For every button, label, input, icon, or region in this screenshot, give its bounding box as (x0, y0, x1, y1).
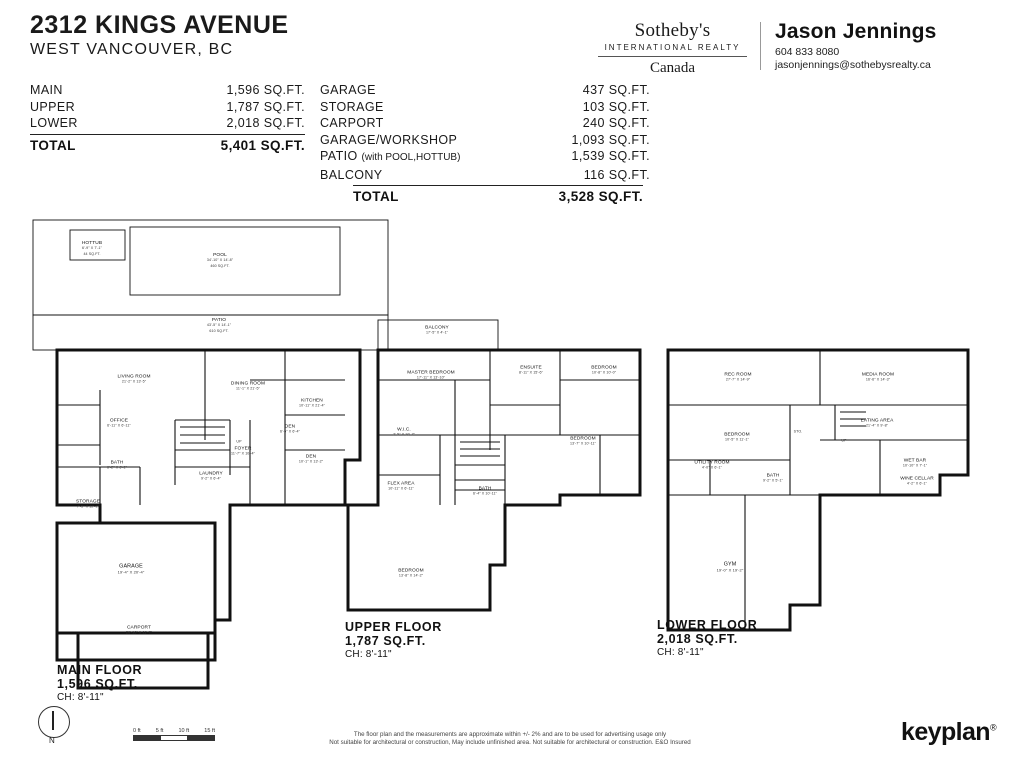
brokerage-region: Canada (650, 60, 695, 76)
area-row (30, 82, 305, 99)
room-label-living-room: LIVING ROOM 21'-2" X 13'-5" (117, 374, 151, 384)
area-row (320, 148, 650, 167)
property-address-line1: 2312 KINGS AVENUE (30, 11, 289, 39)
disclaimer-line-2: Not suitable for architectural or construction, May include unfinished area. Not suitable for architectural or construction. E&O Insured (329, 739, 691, 746)
area-total-label: TOTAL (30, 137, 76, 153)
room-label-storage-lower: STO. (793, 429, 803, 434)
stair-direction-lower: UP (841, 438, 847, 443)
brokerage-logo (590, 20, 755, 77)
room-label-utility-room: UTILITY ROOM 4'-0" X 6'-1" (694, 460, 730, 470)
area-table-extras (320, 82, 650, 206)
room-label-wine-cellar: WINE CELLAR 4'-2" X 6'-1" (900, 476, 934, 486)
area-label: GARAGE/WORKSHOP (320, 132, 458, 147)
main-floor-ceiling: CH: 8'-11" (57, 692, 104, 703)
scale-tick: 10 ft (178, 728, 190, 734)
area-label: BALCONY (320, 167, 383, 182)
room-label-den: DEN 10'-1" X 13'-2" (298, 454, 324, 464)
caption-lower-floor (657, 618, 757, 660)
area-value: 103 SQ.FT. (582, 99, 650, 114)
area-total-row (353, 188, 643, 206)
room-label-gym: GYM 19'-0" X 19'-2" (716, 561, 744, 573)
stair-direction-main: UP (236, 439, 242, 444)
agent-email: jasonjennings@sothebysrealty.ca (775, 59, 931, 72)
area-table-rule (353, 185, 643, 186)
area-row (30, 99, 305, 116)
upper-floor-ceiling: CH: 8'-11" (345, 649, 392, 660)
main-floor-sqft: 1,596 SQ.FT. (57, 677, 138, 691)
main-floor-name: MAIN FLOOR (57, 663, 143, 677)
area-value: 1,596 SQ.FT. (226, 83, 305, 97)
compass-ring (38, 706, 70, 738)
room-label-flex-area: FLEX AREA 10'-11" X 6'-11" (387, 481, 415, 491)
keyplan-registered-mark: ® (989, 722, 996, 733)
room-label-office: OFFICE 6'-11" X 6'-11" (107, 418, 131, 428)
room-label-pool: POOL 34'-10" X 14'-8" 460 SQ.FT. (206, 252, 234, 268)
room-label-storage: STORAGE 7'-5" X 12'-2" (75, 499, 101, 509)
area-value: 437 SQ.FT. (582, 83, 650, 97)
room-label-master-bedroom: MASTER BEDROOM 17'-11" X 13'-10" (407, 370, 455, 380)
lower-floor-walls (668, 350, 968, 630)
room-label-ensuite: ENSUITE 8'-11" X 15'-6" (519, 365, 543, 375)
area-label-note: (with POOL,HOTTUB) (361, 152, 461, 163)
area-label: UPPER (30, 99, 76, 114)
room-label-eating-area: EATING AREA 21'-4" X 9'-8" (860, 418, 894, 428)
scale-bar (133, 728, 215, 741)
lower-floor-interior (668, 350, 968, 630)
room-label-hottub: HOTTUB 6'-9" X 7'-1" 44 SQ.FT. (81, 240, 103, 256)
room-label-laundry: LAUNDRY 9'-2" X 6'-4" (199, 471, 223, 481)
room-label-rec-room: REC ROOM 27'-7" X 14'-9" (724, 372, 752, 382)
brokerage-subtitle: INTERNATIONAL REALTY (604, 43, 741, 52)
area-row (320, 99, 650, 116)
area-value: 240 SQ.FT. (582, 116, 650, 130)
room-label-wic: W.I.C. 7'-5" X 10'-7" (392, 427, 416, 437)
area-total-row (30, 137, 305, 155)
room-label-dining-room: DINING ROOM 11'-1" X 21'-5" (230, 381, 266, 391)
room-label-foyer: FOYER 11'-7" X 10'-4" (231, 446, 255, 456)
compass-north-label: N (49, 736, 55, 745)
room-label-carport: CARPORT 20'-10" X 11'-7" (125, 625, 153, 635)
area-label: CARPORT (320, 116, 384, 130)
header-vertical-divider (760, 22, 761, 70)
floorplan-svg (0, 205, 1024, 705)
upper-floor-sqft: 1,787 SQ.FT. (345, 634, 426, 648)
lower-floor-ceiling: CH: 8'-11" (657, 647, 704, 658)
room-label-garage: GARAGE 19'-4" X 20'-4" (117, 563, 145, 575)
area-total-value: 5,401 SQ.FT. (220, 137, 305, 153)
lower-floor-sqft: 2,018 SQ.FT. (657, 632, 738, 646)
room-label-bath-main: BATH 6'-2" X 6'-1" (106, 460, 128, 470)
room-label-kitchen: KITCHEN 10'-11" X 21'-4" (298, 398, 326, 408)
area-value: 1,093 SQ.FT. (571, 132, 650, 147)
room-label-bedroom-upper-3: BEDROOM 13'-8" X 14'-2" (398, 568, 424, 578)
brokerage-name: Sotheby's (634, 20, 711, 41)
caption-main-floor (57, 663, 142, 705)
area-value: 1,787 SQ.FT. (226, 99, 305, 114)
area-table-rule (30, 134, 305, 135)
area-row (320, 167, 650, 184)
area-row (320, 132, 650, 149)
room-label-den-small: DEN 6'-5" X 6'-4" (279, 424, 301, 434)
floorplan-drawings (0, 205, 1024, 705)
brokerage-divider (598, 56, 747, 57)
area-total-label: TOTAL (353, 189, 399, 204)
area-row (320, 115, 650, 132)
room-label-bedroom-upper-1: BEDROOM 10'-8" X 10'-0" (591, 365, 617, 375)
room-label-bedroom-lower: BEDROOM 10'-5" X 11'-1" (724, 432, 750, 442)
lower-floor-name: LOWER FLOOR (657, 618, 758, 632)
main-floor-walls (57, 350, 360, 660)
agent-name: Jason Jennings (775, 20, 937, 43)
disclaimer-text (250, 731, 770, 747)
room-label-patio: PATIO 43'-5" X 14'-1" 610 SQ.FT. (206, 317, 232, 333)
area-label: LOWER (30, 116, 78, 130)
area-total-value: 3,528 SQ.FT. (558, 189, 643, 204)
page-header (30, 11, 998, 76)
scale-tick: 15 ft (204, 728, 215, 734)
area-value: 2,018 SQ.FT. (226, 116, 305, 130)
keyplan-logo (901, 718, 996, 747)
area-label: PATIO (320, 149, 358, 163)
scale-tick-labels (133, 728, 215, 734)
scale-tick: 5 ft (155, 728, 164, 734)
caption-upper-floor (345, 620, 442, 662)
area-row (320, 82, 650, 99)
agent-phone: 604 833 8080 (775, 46, 840, 59)
disclaimer-line-1: The floor plan and the measurements are approximate within +/- 2% and are to be used for advertising usage only (353, 731, 667, 738)
room-label-balcony: BALCONY 17'-5" X 4'-1" (425, 325, 449, 335)
room-label-bedroom-upper-2: BEDROOM 13'-7" X 10'-11" (569, 436, 597, 446)
area-label: MAIN (30, 83, 63, 97)
area-table-floors (30, 82, 305, 155)
area-label: STORAGE (320, 99, 384, 114)
upper-floor-name: UPPER FLOOR (345, 620, 442, 634)
area-value: 116 SQ.FT. (583, 167, 650, 182)
area-value: 1,539 SQ.FT. (571, 149, 650, 163)
room-label-media-room: MEDIA ROOM 16'-6" X 14'-3" (861, 372, 895, 382)
compass-needle (52, 711, 54, 730)
room-label-wet-bar: WET BAR 10'-10" X 7'-1" (902, 458, 928, 468)
room-label-bath-lower: BATH 9'-2" X 5'-1" (762, 473, 784, 483)
room-label-bath-upper: BATH 6'-4" X 10'-11" (473, 486, 497, 496)
scale-tick: 0 ft (133, 728, 141, 734)
property-address-line2: WEST VANCOUVER, BC (30, 41, 234, 59)
scale-bar-graphic (133, 735, 215, 741)
area-row (30, 115, 305, 132)
keyplan-wordmark: keyplan (901, 718, 990, 746)
area-label: GARAGE (320, 83, 376, 97)
compass-icon (38, 706, 72, 745)
agent-contact-block (775, 20, 1024, 71)
